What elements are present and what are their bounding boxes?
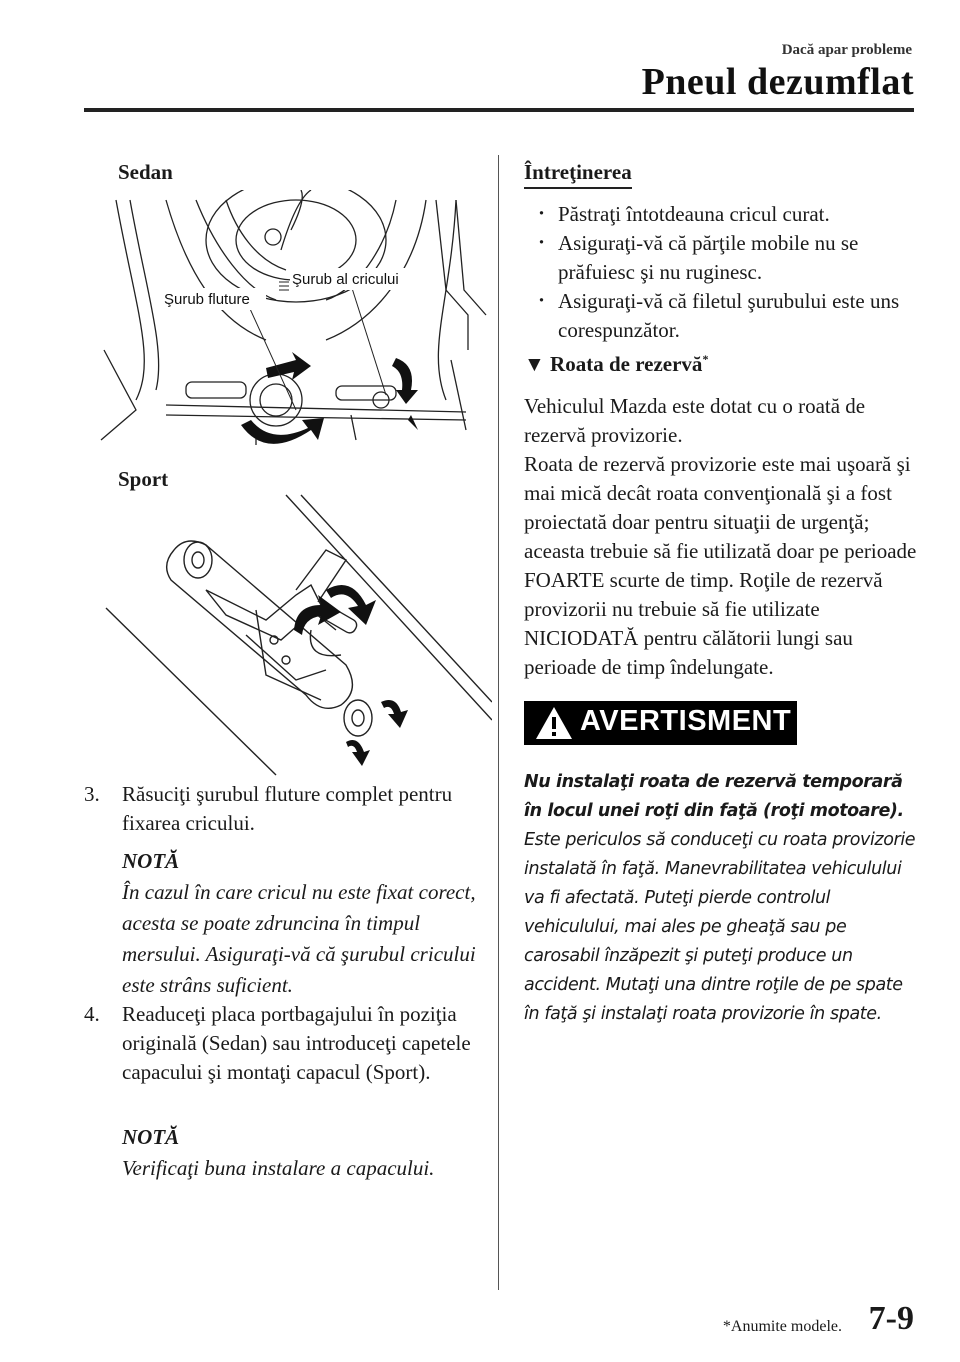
warning-bold: Nu instalaţi roata de rezervă temporară în locul unei roţi din faţă (roţi motoare). — [524, 772, 904, 821]
step-4 — [84, 1000, 484, 1087]
step-number: 3. — [84, 782, 100, 806]
spare-paragraph-1: Vehiculul Mazda este dotat cu o roată de rezervă provizorie. — [524, 394, 866, 447]
sport-jack-illustration — [96, 490, 492, 780]
spare-wheel-title: Roata de rezervă — [550, 352, 703, 376]
warning-triangle-icon — [534, 705, 574, 741]
list-item: · Păstraţi întotdeauna cricul curat. — [536, 200, 921, 229]
header-section-label: Dacă apar probleme — [781, 42, 912, 58]
asterisk: * — [702, 352, 709, 366]
note-text: Verificaţi buna instalare a capacului. — [122, 1156, 435, 1180]
column-divider — [498, 155, 499, 1290]
step-3 — [84, 780, 484, 838]
spare-paragraph-2: Roata de rezervă provizorie este mai uşoară şi mai mică decât roata convenţională şi a fost proiectată doar pentru situaţii de urgenţă; aceasta trebuie să fie utilizată doar pe perioade FOARTE scurte de timp. Roţile de rezervă provizorii nu trebuie să fie utilizate NICIODATĂ pentru călătorii lungi sau perioade de timp îndelungate. — [524, 452, 917, 679]
warning-banner — [524, 701, 797, 745]
step-text: Răsuciţi şurubul fluture complet pentru fixarea cricului. — [122, 782, 453, 835]
header-rule — [84, 108, 914, 112]
list-item: · Asiguraţi-vă că filetul şurubului este uns corespunzător. — [536, 287, 921, 345]
warning-label: AVERTISMENT — [580, 705, 792, 737]
warning-body: Este periculos să conduceţi cu roata provizorie instalată în faţă. Manevrabilitatea vehiculului va fi afectată. Puteţi pierde controlul vehiculului, mai ales pe gheaţă sau pe carosabil înzăpezit şi puteţi produce un accident. Mutaţi una dintre roţile de pe spate în faţă şi instalaţi roata provizorie în spate. — [524, 830, 916, 1024]
sedan-jack-illustration — [96, 190, 492, 460]
callout-wing-bolt: Şurub fluture — [164, 291, 250, 308]
note-2 — [122, 1122, 492, 1184]
note-title: NOTĂ — [122, 1125, 180, 1149]
warning-text — [524, 768, 919, 1029]
list-item: · Asiguraţi-vă că părţile mobile nu se prăfuiesc şi nu ruginesc. — [536, 229, 921, 287]
maintenance-heading: Întreţinerea — [524, 160, 632, 185]
callout-jack-bolt: Şurub al cricului — [292, 271, 399, 288]
page-number: 7-9 — [868, 1300, 914, 1337]
triangle-marker-icon: ▼ — [524, 352, 545, 376]
step-number: 4. — [84, 1002, 100, 1026]
page-title: Pneul dezumflat — [641, 61, 914, 103]
spare-wheel-heading — [524, 352, 708, 377]
step-text: Readuceţi placa portbagajului în poziţia originală (Sedan) sau introduceţi capetele capacului şi montaţi capacul (Sport). — [122, 1002, 471, 1084]
footnote: *Anumite modele. — [722, 1318, 842, 1335]
note-1 — [122, 846, 492, 1001]
maintenance-list — [536, 200, 921, 345]
figure-label-sport: Sport — [118, 467, 169, 491]
note-title: NOTĂ — [122, 849, 180, 873]
figure-label-sedan: Sedan — [118, 160, 173, 184]
note-text: În cazul în care cricul nu este fixat corect, acesta se poate zdruncina în timpul mersului. Asiguraţi-vă că şurubul cricului este strâns suficient. — [122, 880, 476, 997]
